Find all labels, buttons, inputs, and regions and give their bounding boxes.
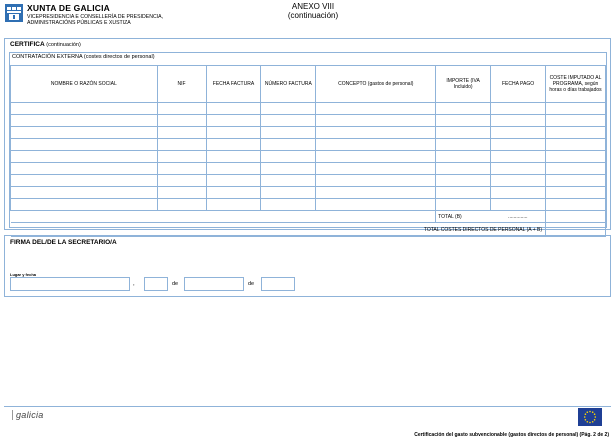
total-b-row [11,211,606,223]
table-row [11,151,606,163]
col-header-fecha-factura: FECHA FACTURA [206,66,261,103]
table-row [11,127,606,139]
cell-input[interactable] [11,187,158,199]
col-header-nif: NIF [157,66,206,103]
cell-input[interactable] [546,175,606,187]
table-row [11,175,606,187]
year-input[interactable] [261,277,295,291]
cell-input[interactable] [261,151,316,163]
certifica-title-suffix: (continuación) [46,42,81,48]
cell-input[interactable] [546,139,606,151]
cell-input[interactable] [491,175,546,187]
cell-input[interactable] [436,187,491,199]
galicia-logo: galicia [12,410,44,420]
cell-input[interactable] [261,115,316,127]
cell-input[interactable] [491,127,546,139]
col-header-importe: IMPORTE (IVA Incluido) [436,66,491,103]
cell-input[interactable] [11,175,158,187]
firma-title: FIRMA DEL/DE LA SECRETARIO/A [10,239,117,246]
table-row [11,199,606,211]
cell-input[interactable] [491,199,546,211]
table-row [11,187,606,199]
footer-rule [4,406,611,407]
cell-input[interactable] [546,115,606,127]
cell-input[interactable] [546,151,606,163]
cell-input[interactable] [436,163,491,175]
cell-input[interactable] [546,103,606,115]
cell-input[interactable] [436,199,491,211]
place-date-label: Lugar y fecha [10,272,37,277]
cost-table [10,65,606,237]
cell-input[interactable] [491,151,546,163]
cell-input[interactable] [316,103,436,115]
cell-input[interactable] [206,127,261,139]
footer-caption [414,432,609,438]
cell-input[interactable] [546,127,606,139]
cell-input[interactable] [261,163,316,175]
col-header-concepto: CONCEPTO (gastos de personal) [316,66,436,103]
department-name [27,14,187,26]
cell-input[interactable] [316,115,436,127]
cell-input[interactable] [157,175,206,187]
cell-input[interactable] [157,115,206,127]
cell-input[interactable] [491,103,546,115]
cell-input[interactable] [11,103,158,115]
cell-input[interactable] [11,151,158,163]
department-line-1: VICEPRESIDENCIA E CONSELLERÍA DE PRESIDENCIA, [27,14,164,20]
table-row [11,103,606,115]
cell-input[interactable] [491,163,546,175]
cell-input[interactable] [11,163,158,175]
eu-flag-icon [578,408,602,426]
cell-input[interactable] [316,151,436,163]
footer-caption-rest: (gastos directos de personal) (Pág. 2 de 2) [508,432,609,438]
xunta-shield-icon [4,3,24,23]
cell-input[interactable] [157,151,206,163]
total-ab-label: TOTAL COSTES DIRECTOS DE PERSONAL (A + B) [11,223,546,237]
cell-input[interactable] [157,103,206,115]
col-header-fecha-pago: FECHA PAGO [491,66,546,103]
cell-input[interactable] [436,103,491,115]
cell-input[interactable] [436,175,491,187]
total-b-label: TOTAL (B) [438,213,462,220]
cell-input[interactable] [261,199,316,211]
de-separator-1: de [172,281,179,287]
cell-input[interactable] [546,199,606,211]
col-header-coste-imputado: COSTE IMPUTADO AL PROGRAMA, según horas o días trabajados [546,66,606,103]
cell-input[interactable] [491,187,546,199]
cell-input[interactable] [11,127,158,139]
cell-input[interactable] [261,127,316,139]
cell-input[interactable] [316,163,436,175]
cell-input[interactable] [491,115,546,127]
org-name: XUNTA DE GALICIA [27,3,111,13]
cell-input[interactable] [206,115,261,127]
cell-input[interactable] [546,187,606,199]
cell-input[interactable] [206,163,261,175]
cell-input[interactable] [206,103,261,115]
cell-input[interactable] [316,175,436,187]
cell-input[interactable] [436,115,491,127]
cell-input[interactable] [436,127,491,139]
annex-title: ANEXO VIII [291,2,335,11]
table-row [11,115,606,127]
comma-separator: , [133,281,135,287]
certifica-title-main: CERTIFICA [10,41,45,48]
cell-input[interactable] [491,139,546,151]
day-input[interactable] [144,277,168,291]
cell-input[interactable] [261,187,316,199]
cell-input[interactable] [436,139,491,151]
contratacion-title-main: CONTRATACIÓN EXTERNA [12,54,83,60]
cell-input[interactable] [261,139,316,151]
cell-input[interactable] [261,175,316,187]
table-row [11,139,606,151]
cell-input[interactable] [316,127,436,139]
cell-input[interactable] [316,187,436,199]
footer-caption-bold: Certificación del gasto subvencionable [414,432,508,438]
month-input[interactable] [184,277,244,291]
cell-input[interactable] [157,199,206,211]
cell-input[interactable] [261,103,316,115]
cell-input[interactable] [436,151,491,163]
place-input[interactable] [10,277,130,291]
cell-input[interactable] [11,139,158,151]
cell-input[interactable] [546,163,606,175]
col-header-numero-factura: NÚMERO FACTURA [261,66,316,103]
cell-input[interactable] [206,187,261,199]
cell-input[interactable] [206,199,261,211]
cell-input[interactable] [157,163,206,175]
certifica-title [10,41,81,48]
cell-input[interactable] [206,175,261,187]
cell-input[interactable] [206,151,261,163]
cell-input[interactable] [316,139,436,151]
table-row [11,163,606,175]
annex-heading [268,2,358,20]
cell-input[interactable] [157,139,206,151]
cell-input[interactable] [157,127,206,139]
department-line-2: ADMINISTRACIÓNS PÚBLICAS E XUSTIZA [27,20,131,26]
annex-subtitle: (continuación) [287,11,339,20]
cell-input[interactable] [11,199,158,211]
total-b-value: .............. [508,213,528,220]
contratacion-title [12,54,155,60]
cell-input[interactable] [316,199,436,211]
contratacion-title-suffix: (costes directos de personal) [83,54,155,60]
cell-input[interactable] [206,139,261,151]
cell-input[interactable] [11,115,158,127]
total-b-field[interactable] [546,211,606,223]
cell-input[interactable] [157,187,206,199]
de-separator-2: de [248,281,255,287]
col-header-nombre: NOMBRE O RAZÓN SOCIAL [11,66,158,103]
